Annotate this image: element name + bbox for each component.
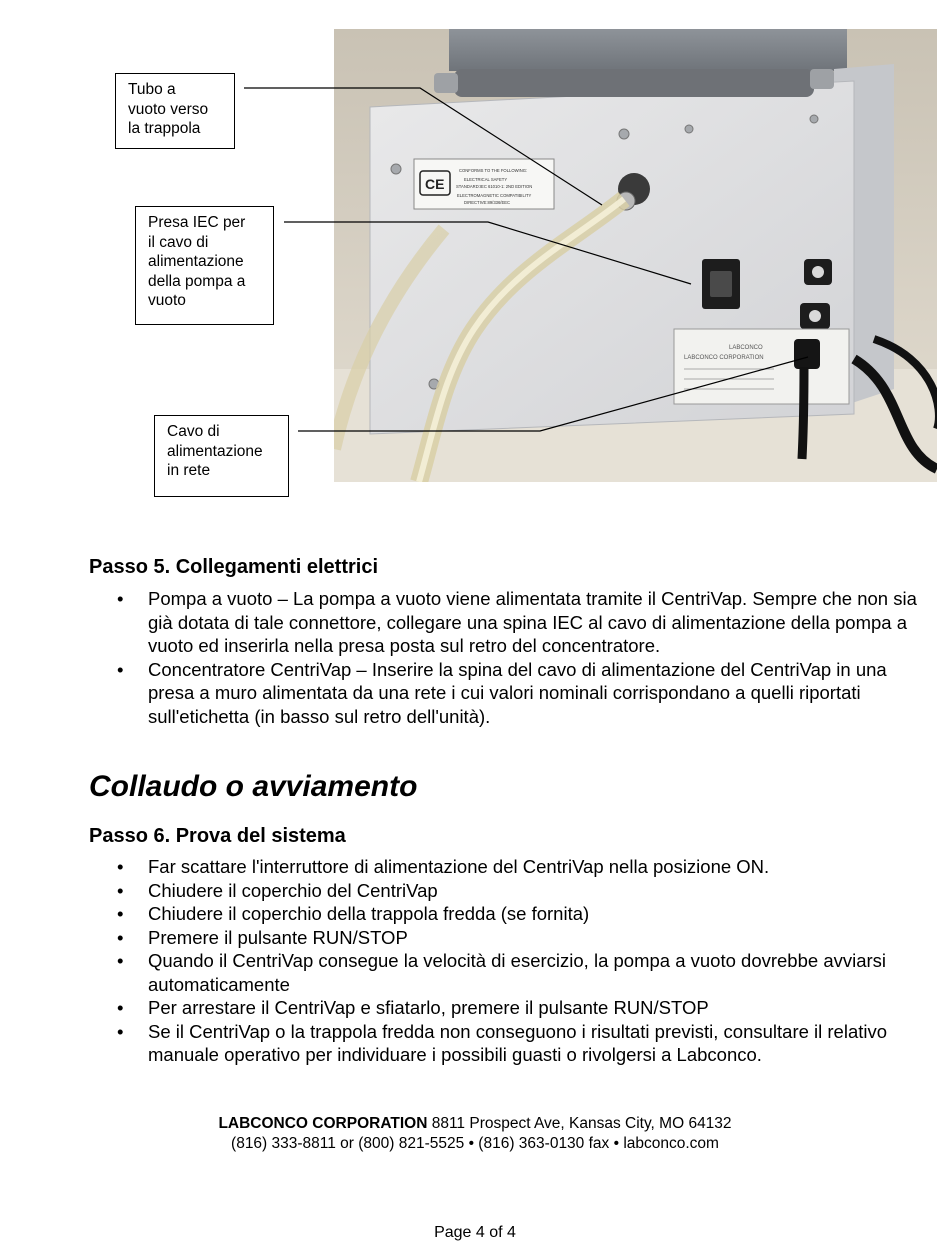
list-item: • Chiudere il coperchio della trappola fredda (se fornita) bbox=[89, 902, 919, 926]
svg-text:LABCONCO CORPORATION: LABCONCO CORPORATION bbox=[684, 355, 764, 361]
list-item: • Quando il CentriVap consegue la velocità di esercizio, la pompa a vuoto dovrebbe avviarsi automaticamente bbox=[89, 949, 919, 996]
callout-iec-socket: Presa IEC per il cavo di alimentazione della pompa a vuoto bbox=[135, 206, 274, 325]
page-number: Page 4 of 4 bbox=[434, 1224, 516, 1241]
svg-text:ELECTRICAL SAFETY: ELECTRICAL SAFETY bbox=[464, 177, 508, 182]
footer-contact: (816) 333-8811 or (800) 821-5525 • (816) 363-0130 fax • labconco.com bbox=[231, 1135, 719, 1152]
footer-address-text: 8811 Prospect Ave, Kansas City, MO 64132 bbox=[427, 1115, 732, 1132]
svg-text:ELECTROMAGNETIC COMPATIBILITY: ELECTROMAGNETIC COMPATIBILITY bbox=[457, 193, 532, 198]
step6-heading: Passo 6. Prova del sistema bbox=[89, 825, 346, 847]
list-item: • Se il CentriVap o la trappola fredda non conseguono i risultati previsti, consultare il relativo manuale operativo per individuare i possibili guasti o rivolgersi a Labconco. bbox=[89, 1020, 919, 1067]
step5-bullet-list bbox=[89, 587, 919, 728]
callout-vacuum-tube: Tubo a vuoto verso la trappola bbox=[115, 73, 235, 149]
step5-heading: Passo 5. Collegamenti elettrici bbox=[89, 556, 378, 578]
svg-text:LABCONCO: LABCONCO bbox=[729, 345, 763, 351]
footer-company: LABCONCO CORPORATION bbox=[218, 1115, 428, 1132]
list-item: • Premere il pulsante RUN/STOP bbox=[89, 926, 919, 950]
footer-address bbox=[0, 1114, 950, 1134]
callout-mains-cable: Cavo di alimentazione in rete bbox=[154, 415, 289, 497]
list-item: • Far scattare l'interruttore di alimentazione del CentriVap nella posizione ON. bbox=[89, 855, 919, 879]
list-item: • Concentratore CentriVap – Inserire la spina del cavo di alimentazione del CentriVap in una presa a muro alimentata da una rete i cui valori nominali corrispondano a quelli riportati sull'etichetta (in basso sul retro dell'unità). bbox=[89, 658, 919, 729]
list-item: • Pompa a vuoto – La pompa a vuoto viene alimentata tramite il CentriVap. Sempre che non sia già dotata di tale connettore, collegare una spina IEC al cavo di alimentazione della pompa a vuoto ed inserirla nella presa posta sul retro del concentratore. bbox=[89, 587, 919, 658]
svg-text:CONFORMS TO THE FOLLOWING:: CONFORMS TO THE FOLLOWING: bbox=[459, 168, 528, 173]
svg-text:STANDARD:IEC 61010-1: 2ND EDIT: STANDARD:IEC 61010-1: 2ND EDITION bbox=[456, 184, 533, 189]
section-title: Collaudo o avviamento bbox=[89, 770, 418, 803]
centrivap-back-panel-photo bbox=[334, 29, 937, 482]
list-item: • Chiudere il coperchio del CentriVap bbox=[89, 879, 919, 903]
list-item: • Per arrestare il CentriVap e sfiatarlo, premere il pulsante RUN/STOP bbox=[89, 996, 919, 1020]
svg-text:CE: CE bbox=[425, 176, 445, 192]
step6-bullet-list bbox=[89, 855, 919, 1067]
photo-drawing bbox=[334, 29, 937, 482]
svg-text:DIRECTIVE:89/336/EEC: DIRECTIVE:89/336/EEC bbox=[464, 200, 511, 205]
